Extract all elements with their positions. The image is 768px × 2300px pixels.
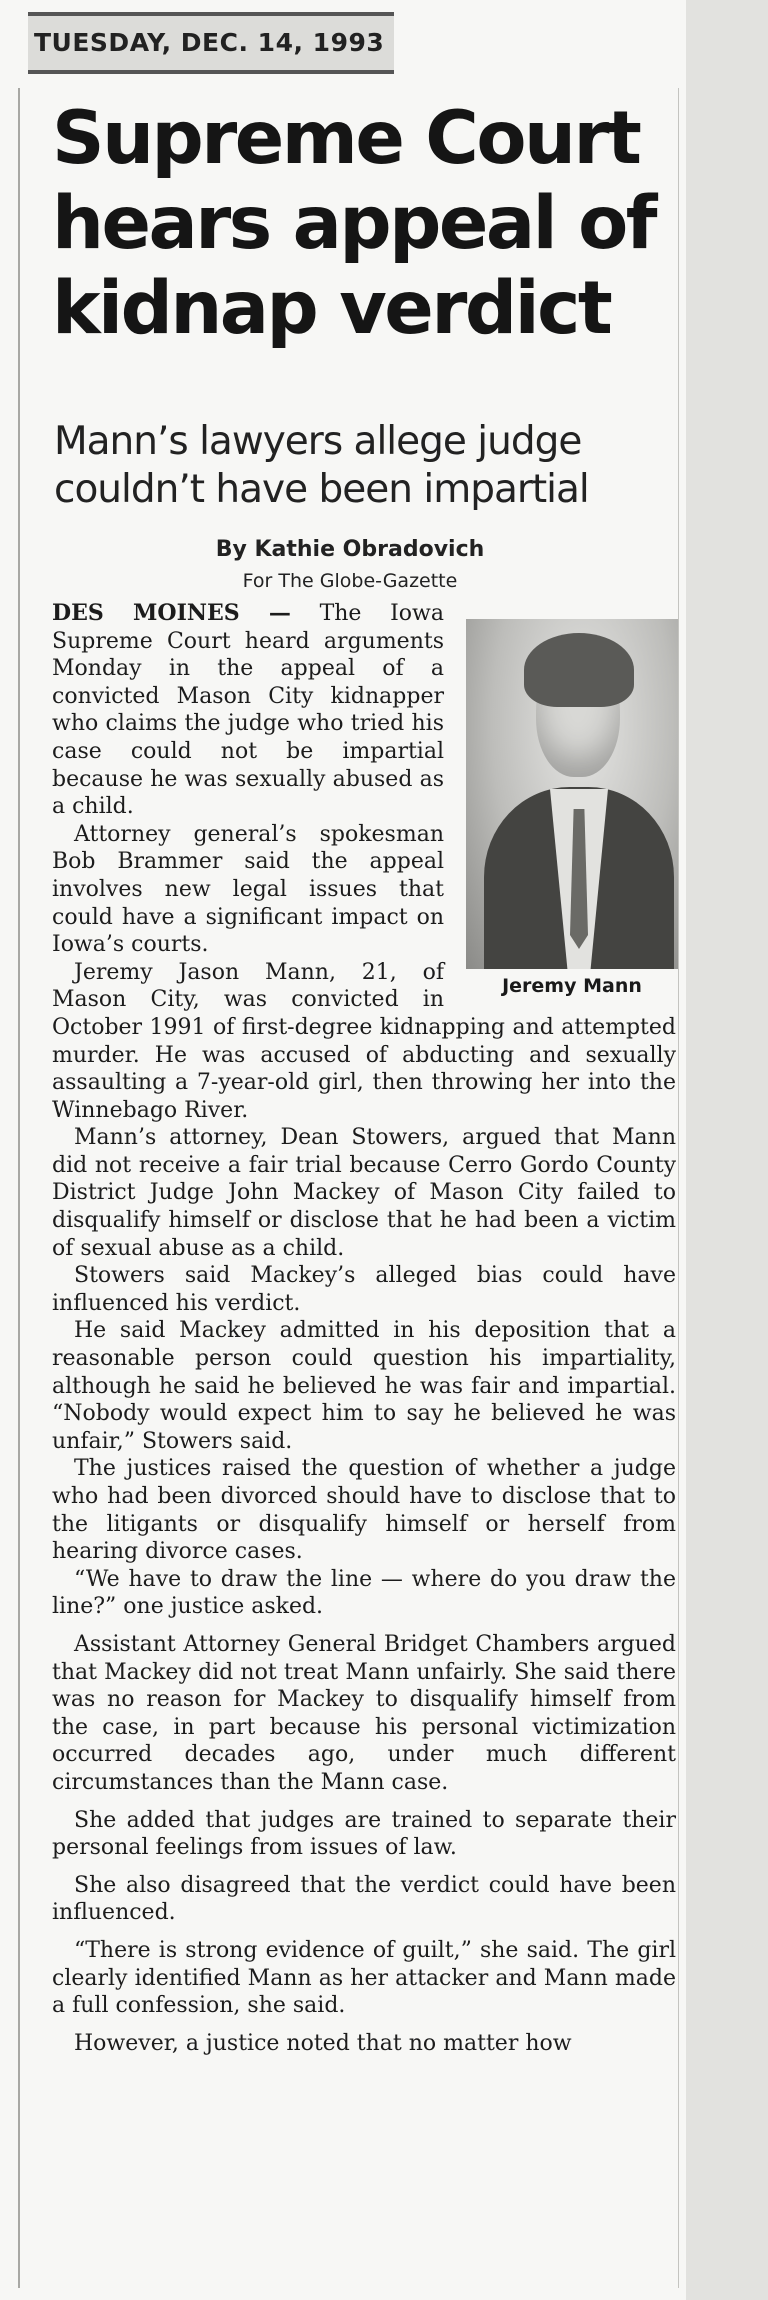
column-rule-left xyxy=(18,88,20,2288)
article-body xyxy=(52,600,676,2057)
paragraph: “There is strong evidence of guilt,” she said. The girl clearly identified Mann as her attacker and Mann made a full confession, she said. xyxy=(52,1937,676,2019)
adjacent-page-strip xyxy=(686,0,768,2300)
paragraph: However, a justice noted that no matter how xyxy=(74,2030,572,2056)
byline-affiliation: For The Globe-Gazette xyxy=(242,570,458,592)
paragraph: She added that judges are trained to separate their personal feelings from issues of law. xyxy=(52,1807,676,1861)
paragraph: “We have to draw the line — where do you draw the line?” one justice asked. xyxy=(52,1566,676,1620)
headline-line: Supreme Court xyxy=(52,96,640,181)
photo-spacer xyxy=(456,600,676,1000)
paragraph: He said Mackey admitted in his deposition that a reasonable person could question his impartiality, although he said he believed he was fair and impartial. “Nobody would expect him to say he believed he was unfair,” Stowers said. xyxy=(52,1318,676,1454)
paragraph: The justices raised the question of whether a judge who had been divorced should have to disclose that to the litigants or disqualify himself or herself from hearing divorce cases. xyxy=(52,1456,676,1565)
issue-date: TUESDAY, DEC. 14, 1993 xyxy=(28,12,394,74)
headline-line: kidnap verdict xyxy=(52,266,611,351)
dateline: DES MOINES — xyxy=(52,600,291,626)
paragraph: Stowers said Mackey’s alleged bias could have influenced his verdict. xyxy=(52,1263,676,1316)
paragraph: Assistant Attorney General Bridget Chambers argued that Mackey did not treat Mann unfairly. She said there was no reason for Mackey to disqualify himself from the case, in part because his personal victimization occurred decades ago, under much different circumstances than the Mann case. xyxy=(52,1631,676,1795)
photo-caption: Jeremy Mann xyxy=(502,975,642,997)
paragraph: Attorney general’s spokesman Bob Brammer said the appeal involves new legal issues that could have a significant impact on Iowa’s courts. xyxy=(52,821,444,958)
subheadline-line: couldn’t have been impartial xyxy=(54,467,589,512)
paragraph-text: The Iowa Supreme Court heard arguments Monday in the appeal of a convicted Mason City kidnapper who claims the judge who tried his case could not be impartial because he was sexually abused as a child. xyxy=(52,601,444,820)
subheadline-line: Mann’s lawyers allege judge xyxy=(54,419,582,464)
subheadline xyxy=(54,418,684,514)
headline xyxy=(52,96,682,351)
byline: By Kathie Obradovich xyxy=(215,537,485,562)
headline-line: hears appeal of xyxy=(52,181,655,266)
paragraph: She also disagreed that the verdict could have been influenced. xyxy=(52,1872,676,1926)
paragraph: Mann’s attorney, Dean Stowers, argued that Mann did not receive a fair trial because Cerro Gordo County District Judge John Mackey of Mason City failed to disqualify himself or disclose that he had been a victim of sexual abuse as a child. xyxy=(52,1125,676,1261)
paragraph: Jeremy Jason Mann, 21, of Mason City, was convicted in October 1991 of first-degree kidnapping and attempted murder. He was accused of abducting and sexually assaulting a 7-year-old girl, then throwing her into the Winnebago River. xyxy=(52,959,676,1123)
